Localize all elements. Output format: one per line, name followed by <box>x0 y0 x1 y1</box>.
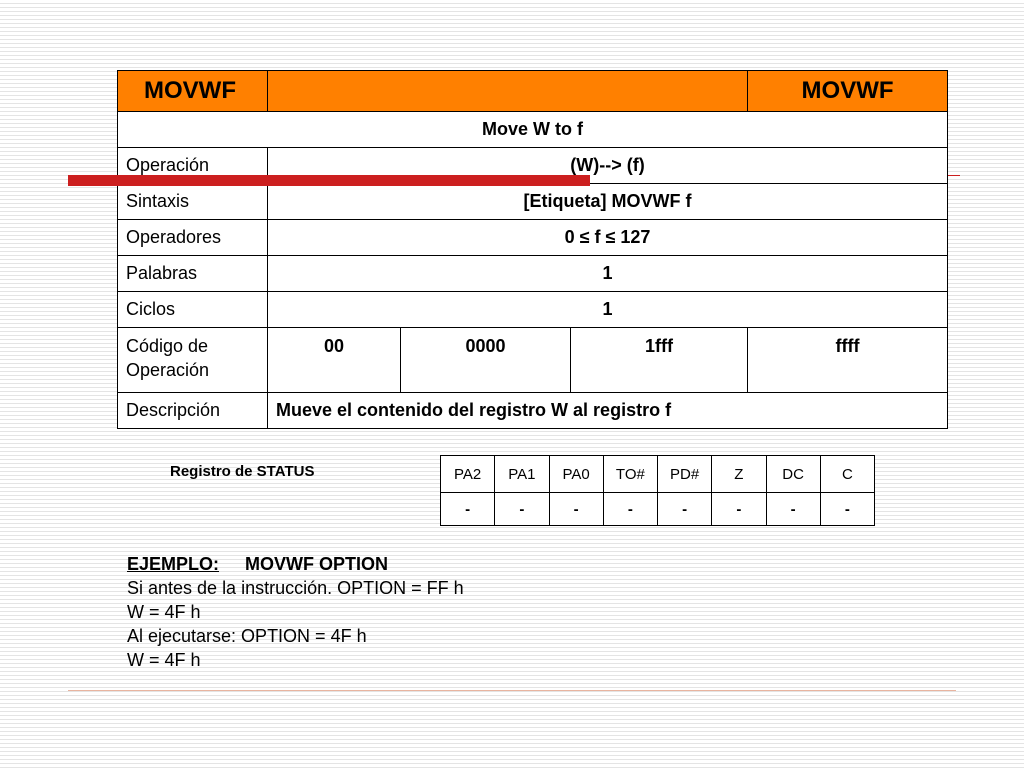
row-label-sintaxis: Sintaxis <box>118 184 268 220</box>
codigo-label-line2: Operación <box>126 360 210 380</box>
instruction-table <box>117 70 948 429</box>
status-bit-name: PA1 <box>495 456 549 493</box>
example-line: Al ejecutarse: OPTION = 4F h <box>127 626 367 646</box>
opcode-field-3: 1fff <box>571 328 748 393</box>
row-label-operacion: Operación <box>118 148 268 184</box>
row-value-ciclos: 1 <box>268 292 948 328</box>
row-value-operacion: (W)--> (f) <box>268 148 948 184</box>
example-label: EJEMPLO: <box>127 554 220 574</box>
table-row <box>118 256 948 292</box>
status-bit-value: - <box>603 493 657 526</box>
table-row <box>118 328 948 393</box>
example-line: Si antes de la instrucción. OPTION = FF h <box>127 578 464 598</box>
opcode-field-2: 0000 <box>401 328 571 393</box>
status-bit-value: - <box>441 493 495 526</box>
status-register-table <box>440 455 875 526</box>
opcode-field-1: 00 <box>268 328 401 393</box>
table-row <box>118 184 948 220</box>
header-mnemonic-left: MOVWF <box>118 71 268 112</box>
codigo-label-line1: Código de <box>126 336 209 356</box>
opcode-field-4: ffff <box>748 328 948 393</box>
status-bit-value: - <box>766 493 820 526</box>
row-value-palabras: 1 <box>268 256 948 292</box>
header-middle <box>268 71 748 112</box>
status-bits-row <box>441 456 875 493</box>
instruction-subtitle: Move W to f <box>118 112 948 148</box>
row-value-sintaxis: [Etiqueta] MOVWF f <box>268 184 948 220</box>
status-register-label: Registro de STATUS <box>170 463 315 480</box>
subtitle-row <box>118 112 948 148</box>
status-bit-name: PA2 <box>441 456 495 493</box>
example-line: W = 4F h <box>127 602 201 622</box>
row-label-codigo <box>118 328 268 393</box>
row-label-ciclos: Ciclos <box>118 292 268 328</box>
row-label-descripcion: Descripción <box>118 393 268 429</box>
example-line: W = 4F h <box>127 650 201 670</box>
status-bit-value: - <box>712 493 766 526</box>
status-bit-name: Z <box>712 456 766 493</box>
table-row <box>118 393 948 429</box>
status-bit-name: TO# <box>603 456 657 493</box>
status-bit-value: - <box>495 493 549 526</box>
example-instruction: MOVWF OPTION <box>245 554 389 574</box>
status-bit-value: - <box>820 493 874 526</box>
status-bit-name: PD# <box>658 456 712 493</box>
row-value-operadores: 0 ≤ f ≤ 127 <box>268 220 948 256</box>
status-bit-name: PA0 <box>549 456 603 493</box>
decorative-red-bar <box>68 175 590 186</box>
footer-divider <box>68 690 956 691</box>
table-row <box>118 292 948 328</box>
row-label-palabras: Palabras <box>118 256 268 292</box>
example-block <box>127 552 464 672</box>
status-bit-value: - <box>658 493 712 526</box>
status-values-row <box>441 493 875 526</box>
example-heading <box>127 552 464 576</box>
table-row <box>118 220 948 256</box>
table-header-row <box>118 71 948 112</box>
status-bit-name: C <box>820 456 874 493</box>
header-mnemonic-right: MOVWF <box>748 71 948 112</box>
row-label-operadores: Operadores <box>118 220 268 256</box>
status-bit-name: DC <box>766 456 820 493</box>
status-bit-value: - <box>549 493 603 526</box>
row-value-descripcion: Mueve el contenido del registro W al registro f <box>268 393 948 429</box>
